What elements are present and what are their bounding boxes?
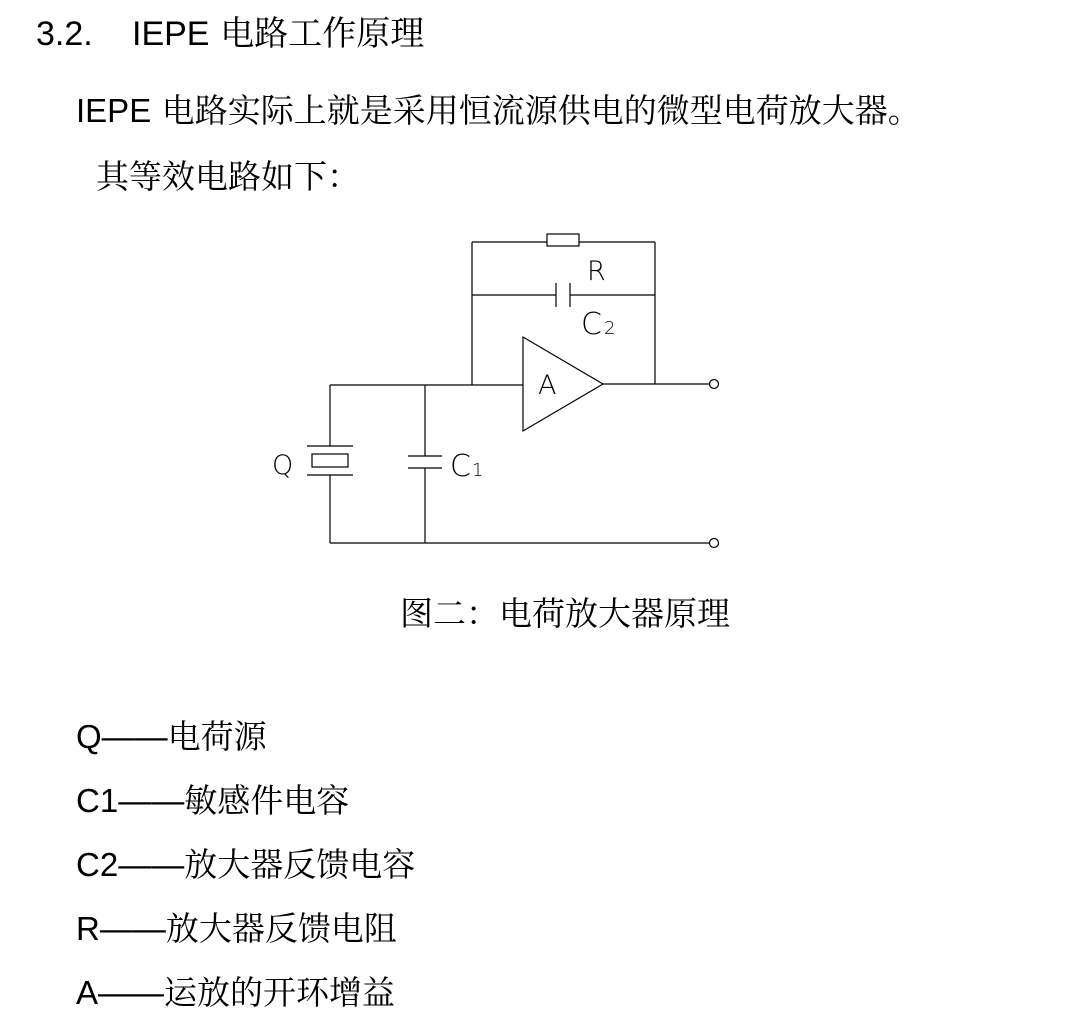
- figure-caption: 图二：电荷放大器原理: [400, 594, 730, 633]
- section-title-cjk: 电路工作原理: [220, 14, 425, 54]
- equivalent-circuit-intro: 其等效电路如下：: [96, 157, 360, 196]
- q-source-crystal: [312, 454, 348, 467]
- intro-paragraph: [76, 89, 921, 133]
- label-c2-subscript: 2: [604, 318, 616, 339]
- charge-amplifier-circuit: [0, 220, 1080, 570]
- feedback-capacitor: [556, 283, 570, 307]
- symbol-legend: [76, 715, 415, 1035]
- legend-item: C1——敏感件电容: [76, 781, 350, 820]
- c1-plates: [408, 456, 442, 468]
- feedback-resistor: [547, 234, 579, 246]
- output-terminal-bottom: [710, 539, 719, 548]
- label-q: Q: [272, 450, 294, 481]
- intro-cjk: 电路实际上就是采用恒流源供电的微型电荷放大器。: [161, 91, 921, 130]
- q-source-plates: [307, 446, 353, 475]
- label-c1: C: [450, 449, 471, 484]
- amplifier-triangle: [523, 337, 603, 431]
- output-terminal-top: [710, 380, 719, 389]
- intro-latin: IEPE: [76, 92, 152, 129]
- legend-item: Q——电荷源: [76, 717, 267, 756]
- label-a: A: [538, 370, 557, 401]
- legend-item: A——运放的开环增益: [76, 973, 396, 1012]
- section-title-latin: IEPE: [132, 15, 210, 53]
- label-r: R: [587, 256, 606, 287]
- legend-item: C2——放大器反馈电容: [76, 845, 416, 884]
- section-number: 3.2.: [36, 15, 93, 53]
- legend-item: R——放大器反馈电阻: [76, 909, 397, 948]
- label-c2: C: [581, 307, 602, 342]
- label-c1-subscript: 1: [472, 460, 484, 481]
- section-heading: [36, 12, 424, 56]
